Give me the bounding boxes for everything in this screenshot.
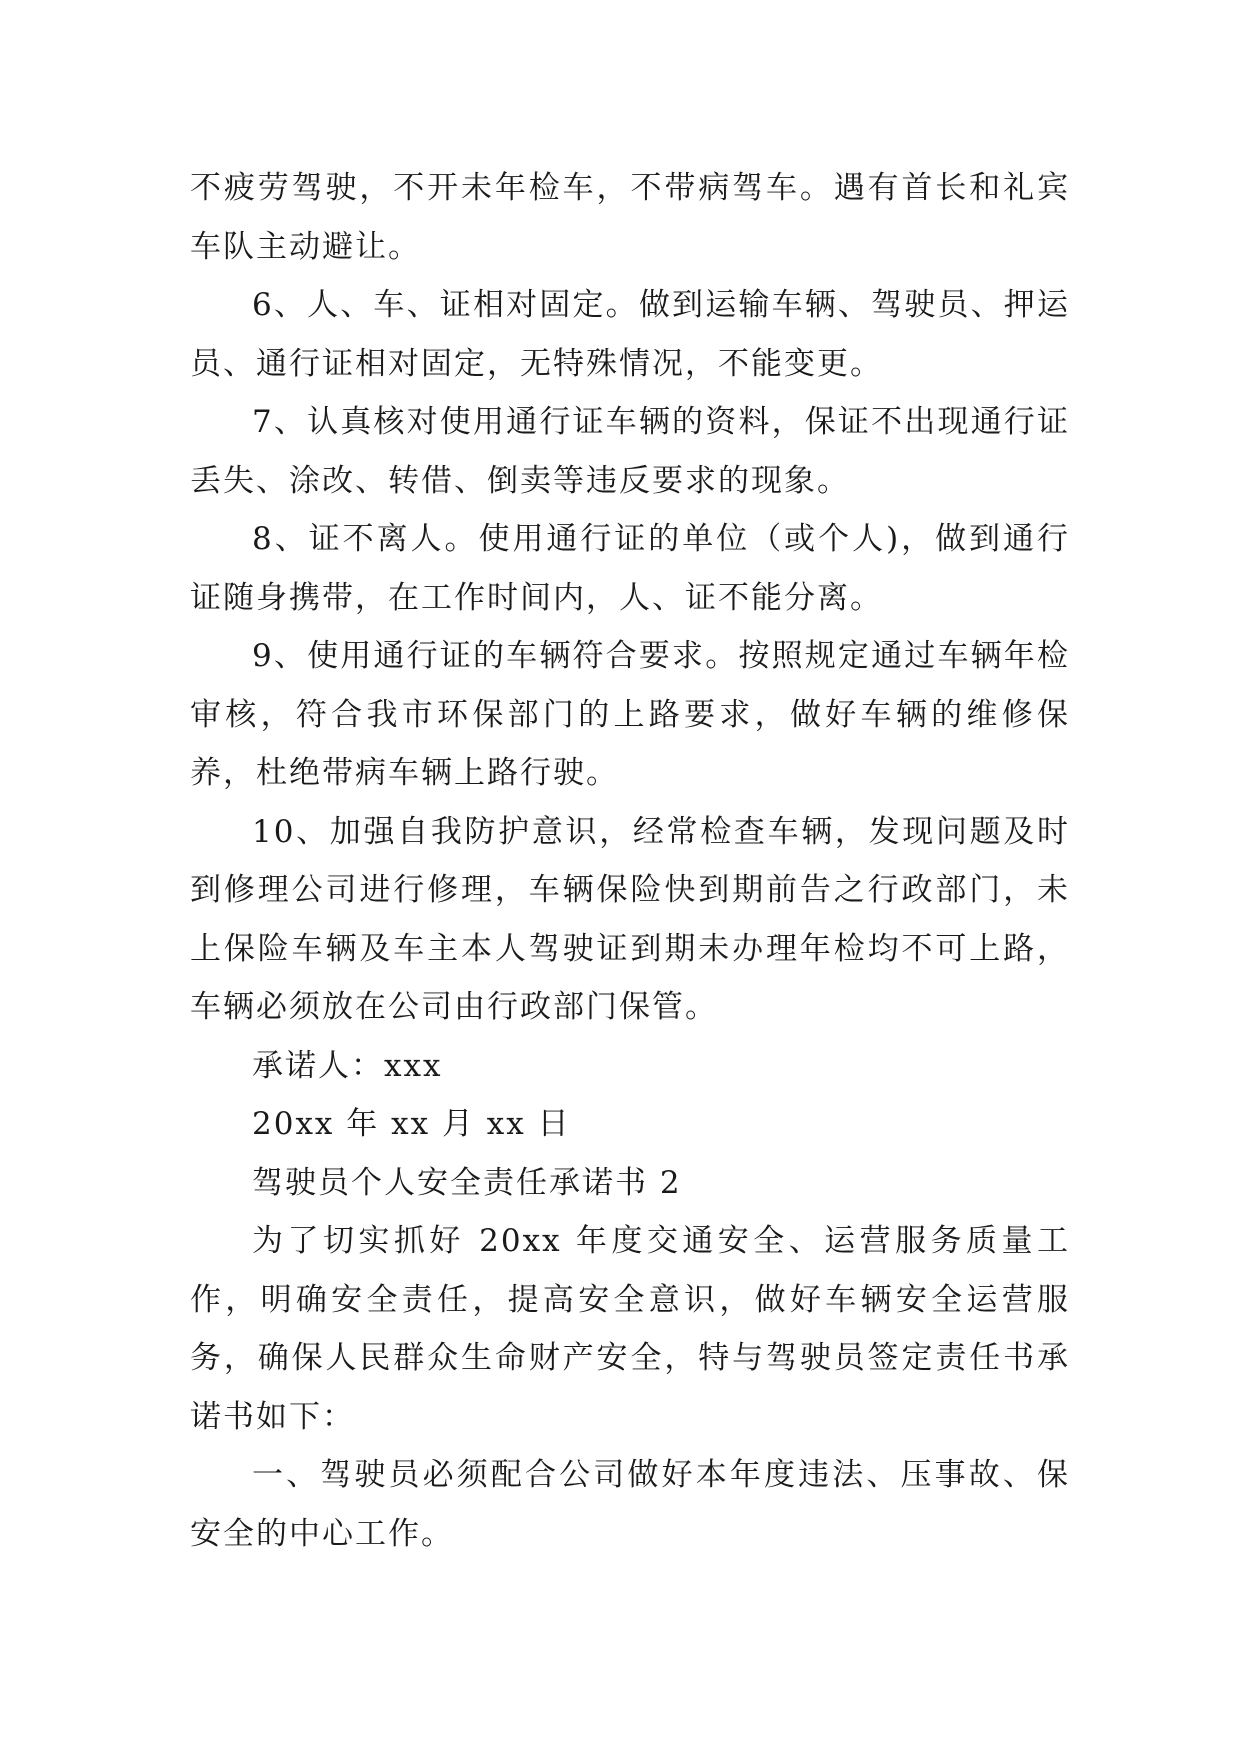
paragraph-item-7: 7、认真核对使用通行证车辆的资料，保证不出现通行证丢失、涂改、转借、倒卖等违反要求的现象。 [190, 404, 1070, 499]
paragraph-item-6: 6、人、车、证相对固定。做到运输车辆、驾驶员、押运员、通行证相对固定，无特殊情况，不能变更。 [190, 287, 1070, 382]
paragraph-continued: 不疲劳驾驶，不开未年检车，不带病驾车。遇有首长和礼宾车队主动避让。 [190, 170, 1070, 265]
signatory-line: 承诺人：xxx [252, 1047, 443, 1084]
paragraph-item-10: 10、加强自我防护意识，经常检查车辆，发现问题及时到修理公司进行修理，车辆保险快到期前告之行政部门，未上保险车辆及车主本人驾驶证到期未办理年检均不可上路，车辆必须放在公司由行政部门保管。 [190, 813, 1070, 1025]
document-body [190, 159, 1070, 1563]
paragraph-item-9: 9、使用通行证的车辆符合要求。按照规定通过车辆年检审核，符合我市环保部门的上路要求，做好车辆的维修保养，杜绝带病车辆上路行驶。 [190, 638, 1070, 791]
paragraph-intro: 为了切实抓好 20xx 年度交通安全、运营服务质量工作，明确安全责任，提高安全意识，做好车辆安全运营服务，确保人民群众生命财产安全，特与驾驶员签定责任书承诺书如下： [190, 1223, 1070, 1435]
paragraph-clause-1: 一、驾驶员必须配合公司做好本年度违法、压事故、保安全的中心工作。 [190, 1457, 1070, 1552]
paragraph-item-8: 8、证不离人。使用通行证的单位（或个人)，做到通行证随身携带，在工作时间内，人、证不能分离。 [190, 521, 1070, 616]
date-line: 20xx 年 xx 月 xx 日 [252, 1106, 571, 1142]
section-title: 驾驶员个人安全责任承诺书 2 [252, 1164, 682, 1201]
